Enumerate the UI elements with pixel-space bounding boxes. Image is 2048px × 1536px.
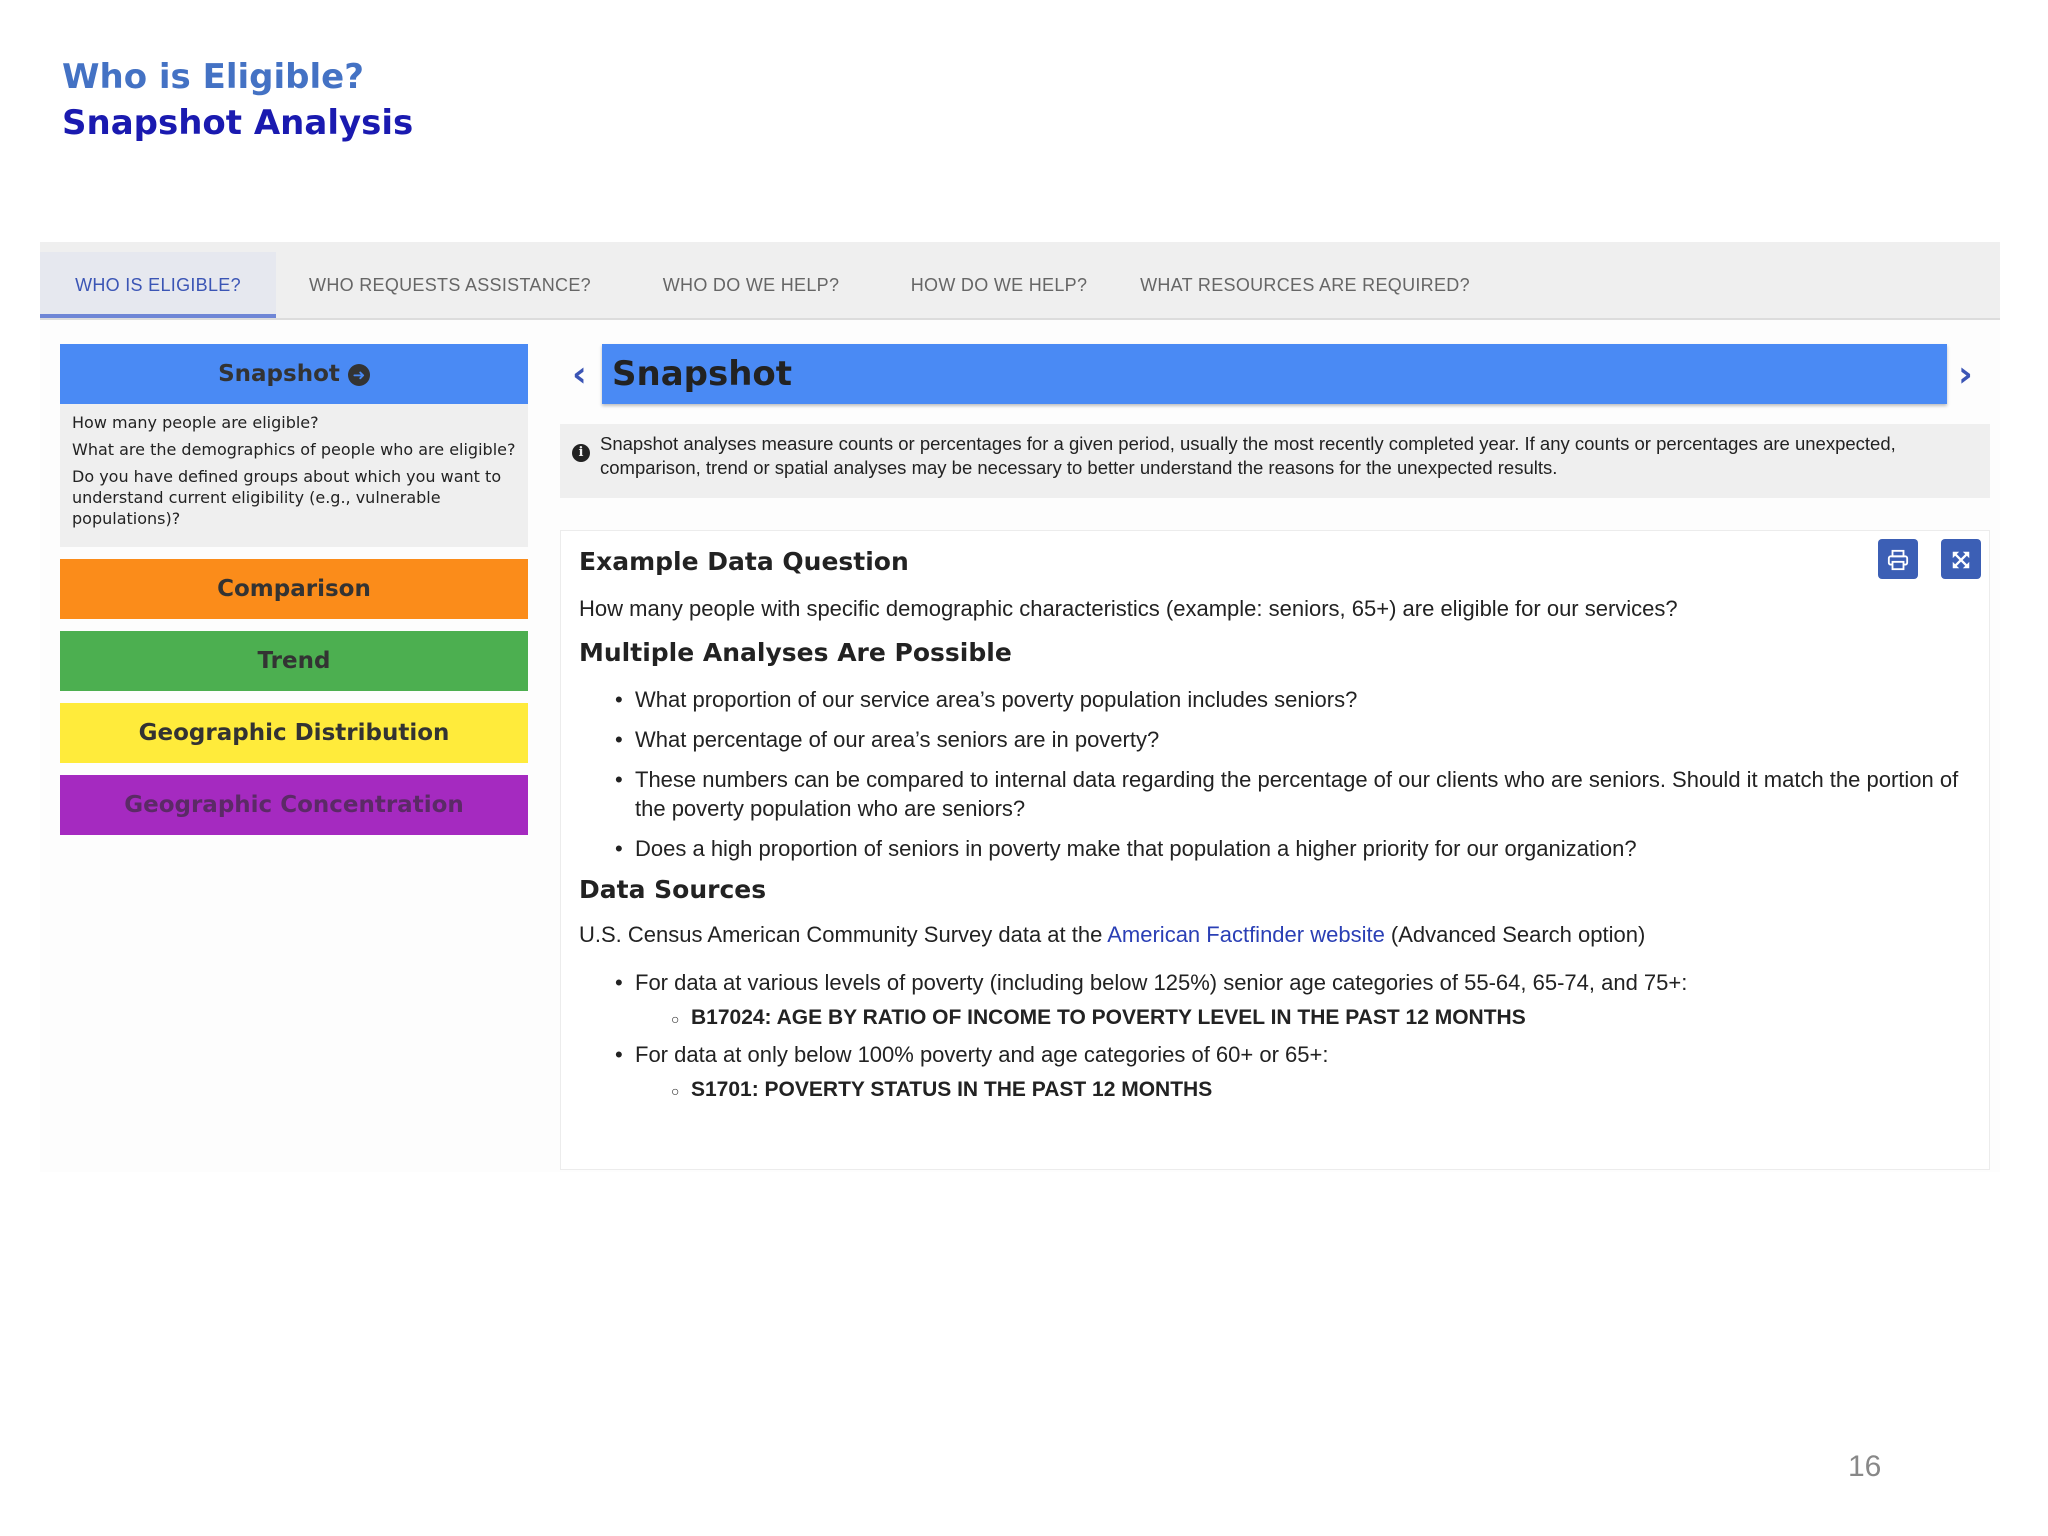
- slide-title-line1: Who is Eligible?: [62, 57, 364, 97]
- multiple-analyses-title: Multiple Analyses Are Possible: [579, 638, 1012, 667]
- tab-how-do-we-help[interactable]: HOW DO WE HELP?: [910, 275, 1088, 295]
- tab-who-do-we-help[interactable]: WHO DO WE HELP?: [662, 275, 840, 295]
- multiple-analyses-list: [615, 685, 1971, 863]
- app-window: [40, 242, 2000, 1172]
- example-question-title: Example Data Question: [579, 547, 909, 576]
- snapshot-questions: [60, 404, 528, 547]
- arrow-right-circle-icon: ➜: [348, 364, 370, 386]
- snapshot-header: Snapshot: [602, 344, 1947, 404]
- source-table-item: ○ B17024: AGE BY RATIO OF INCOME TO POVERTY LEVEL IN THE PAST 12 MONTHS: [671, 1006, 1526, 1029]
- analysis-sidebar: [60, 344, 528, 847]
- snapshot-question: Do you have defined groups about which you want to understand current eligibility (e.g., vulnerable populations)?: [72, 467, 502, 528]
- list-item: • Does a high proportion of seniors in poverty make that population a higher priority for our organization?: [615, 836, 1637, 861]
- list-item: • These numbers can be compared to internal data regarding the percentage of our clients who are seniors. Should it match the portion of the poverty population who are seniors?: [615, 767, 1959, 821]
- tab-who-is-eligible[interactable]: WHO IS ELIGIBLE?: [40, 252, 276, 318]
- snapshot-question: What are the demographics of people who are eligible?: [72, 440, 516, 459]
- geographic-concentration-button[interactable]: Geographic Concentration: [60, 775, 528, 835]
- data-sources-title: Data Sources: [579, 875, 767, 904]
- info-text: Snapshot analyses measure counts or percentages for a given period, usually the most recently completed year. If any counts or percentages are unexpected, comparison, trend or spatial analyses may be necessary to better understand the reasons for the unexpected results.: [600, 433, 1896, 478]
- snapshot-button-label: Snapshot: [218, 361, 340, 387]
- data-sources-list: [615, 968, 1971, 1104]
- tab-what-resources[interactable]: WHAT RESOURCES ARE REQUIRED?: [1140, 275, 1470, 295]
- chevron-left-icon[interactable]: ‹: [572, 354, 587, 395]
- slide-title-line2: Snapshot Analysis: [62, 103, 414, 143]
- geographic-distribution-button[interactable]: Geographic Distribution: [60, 703, 528, 763]
- snapshot-question: How many people are eligible?: [72, 413, 319, 432]
- list-item: • For data at various levels of poverty (including below 125%) senior age categories of 55-64, 65-74, and 75+: ○ B17024: AGE BY RATIO OF INCOME TO POVERTY LEVEL IN THE PAST 12 MONTHS: [615, 968, 1971, 1032]
- expand-icon[interactable]: [1941, 539, 1981, 579]
- american-factfinder-link[interactable]: American Factfinder website: [1107, 922, 1385, 947]
- trend-button[interactable]: Trend: [60, 631, 528, 691]
- snapshot-button[interactable]: [60, 344, 528, 404]
- source-table-item: ○ S1701: POVERTY STATUS IN THE PAST 12 MONTHS: [671, 1078, 1213, 1101]
- info-icon: i: [572, 444, 590, 462]
- list-item: • What percentage of our area’s seniors are in poverty?: [615, 727, 1160, 752]
- page-number: 16: [1848, 1450, 1882, 1483]
- content-card: [560, 530, 1990, 1170]
- comparison-button[interactable]: Comparison: [60, 559, 528, 619]
- data-sources-text: U.S. Census American Community Survey data at the American Factfinder website (Advanced Search option): [579, 922, 1646, 947]
- slide-title: [62, 54, 413, 146]
- chevron-right-icon[interactable]: ›: [1958, 354, 1973, 395]
- info-box: [560, 424, 1990, 498]
- tab-bar: [40, 242, 2000, 320]
- example-question-text: How many people with specific demographic characteristics (example: seniors, 65+) are eligible for our services?: [579, 596, 1678, 621]
- tab-who-requests-assistance[interactable]: WHO REQUESTS ASSISTANCE?: [309, 275, 591, 295]
- list-item: • For data at only below 100% poverty and age categories of 60+ or 65+: ○ S1701: POVERTY STATUS IN THE PAST 12 MONTHS: [615, 1040, 1971, 1104]
- print-icon[interactable]: [1878, 539, 1918, 579]
- list-item: • What proportion of our service area’s poverty population includes seniors?: [615, 687, 1358, 712]
